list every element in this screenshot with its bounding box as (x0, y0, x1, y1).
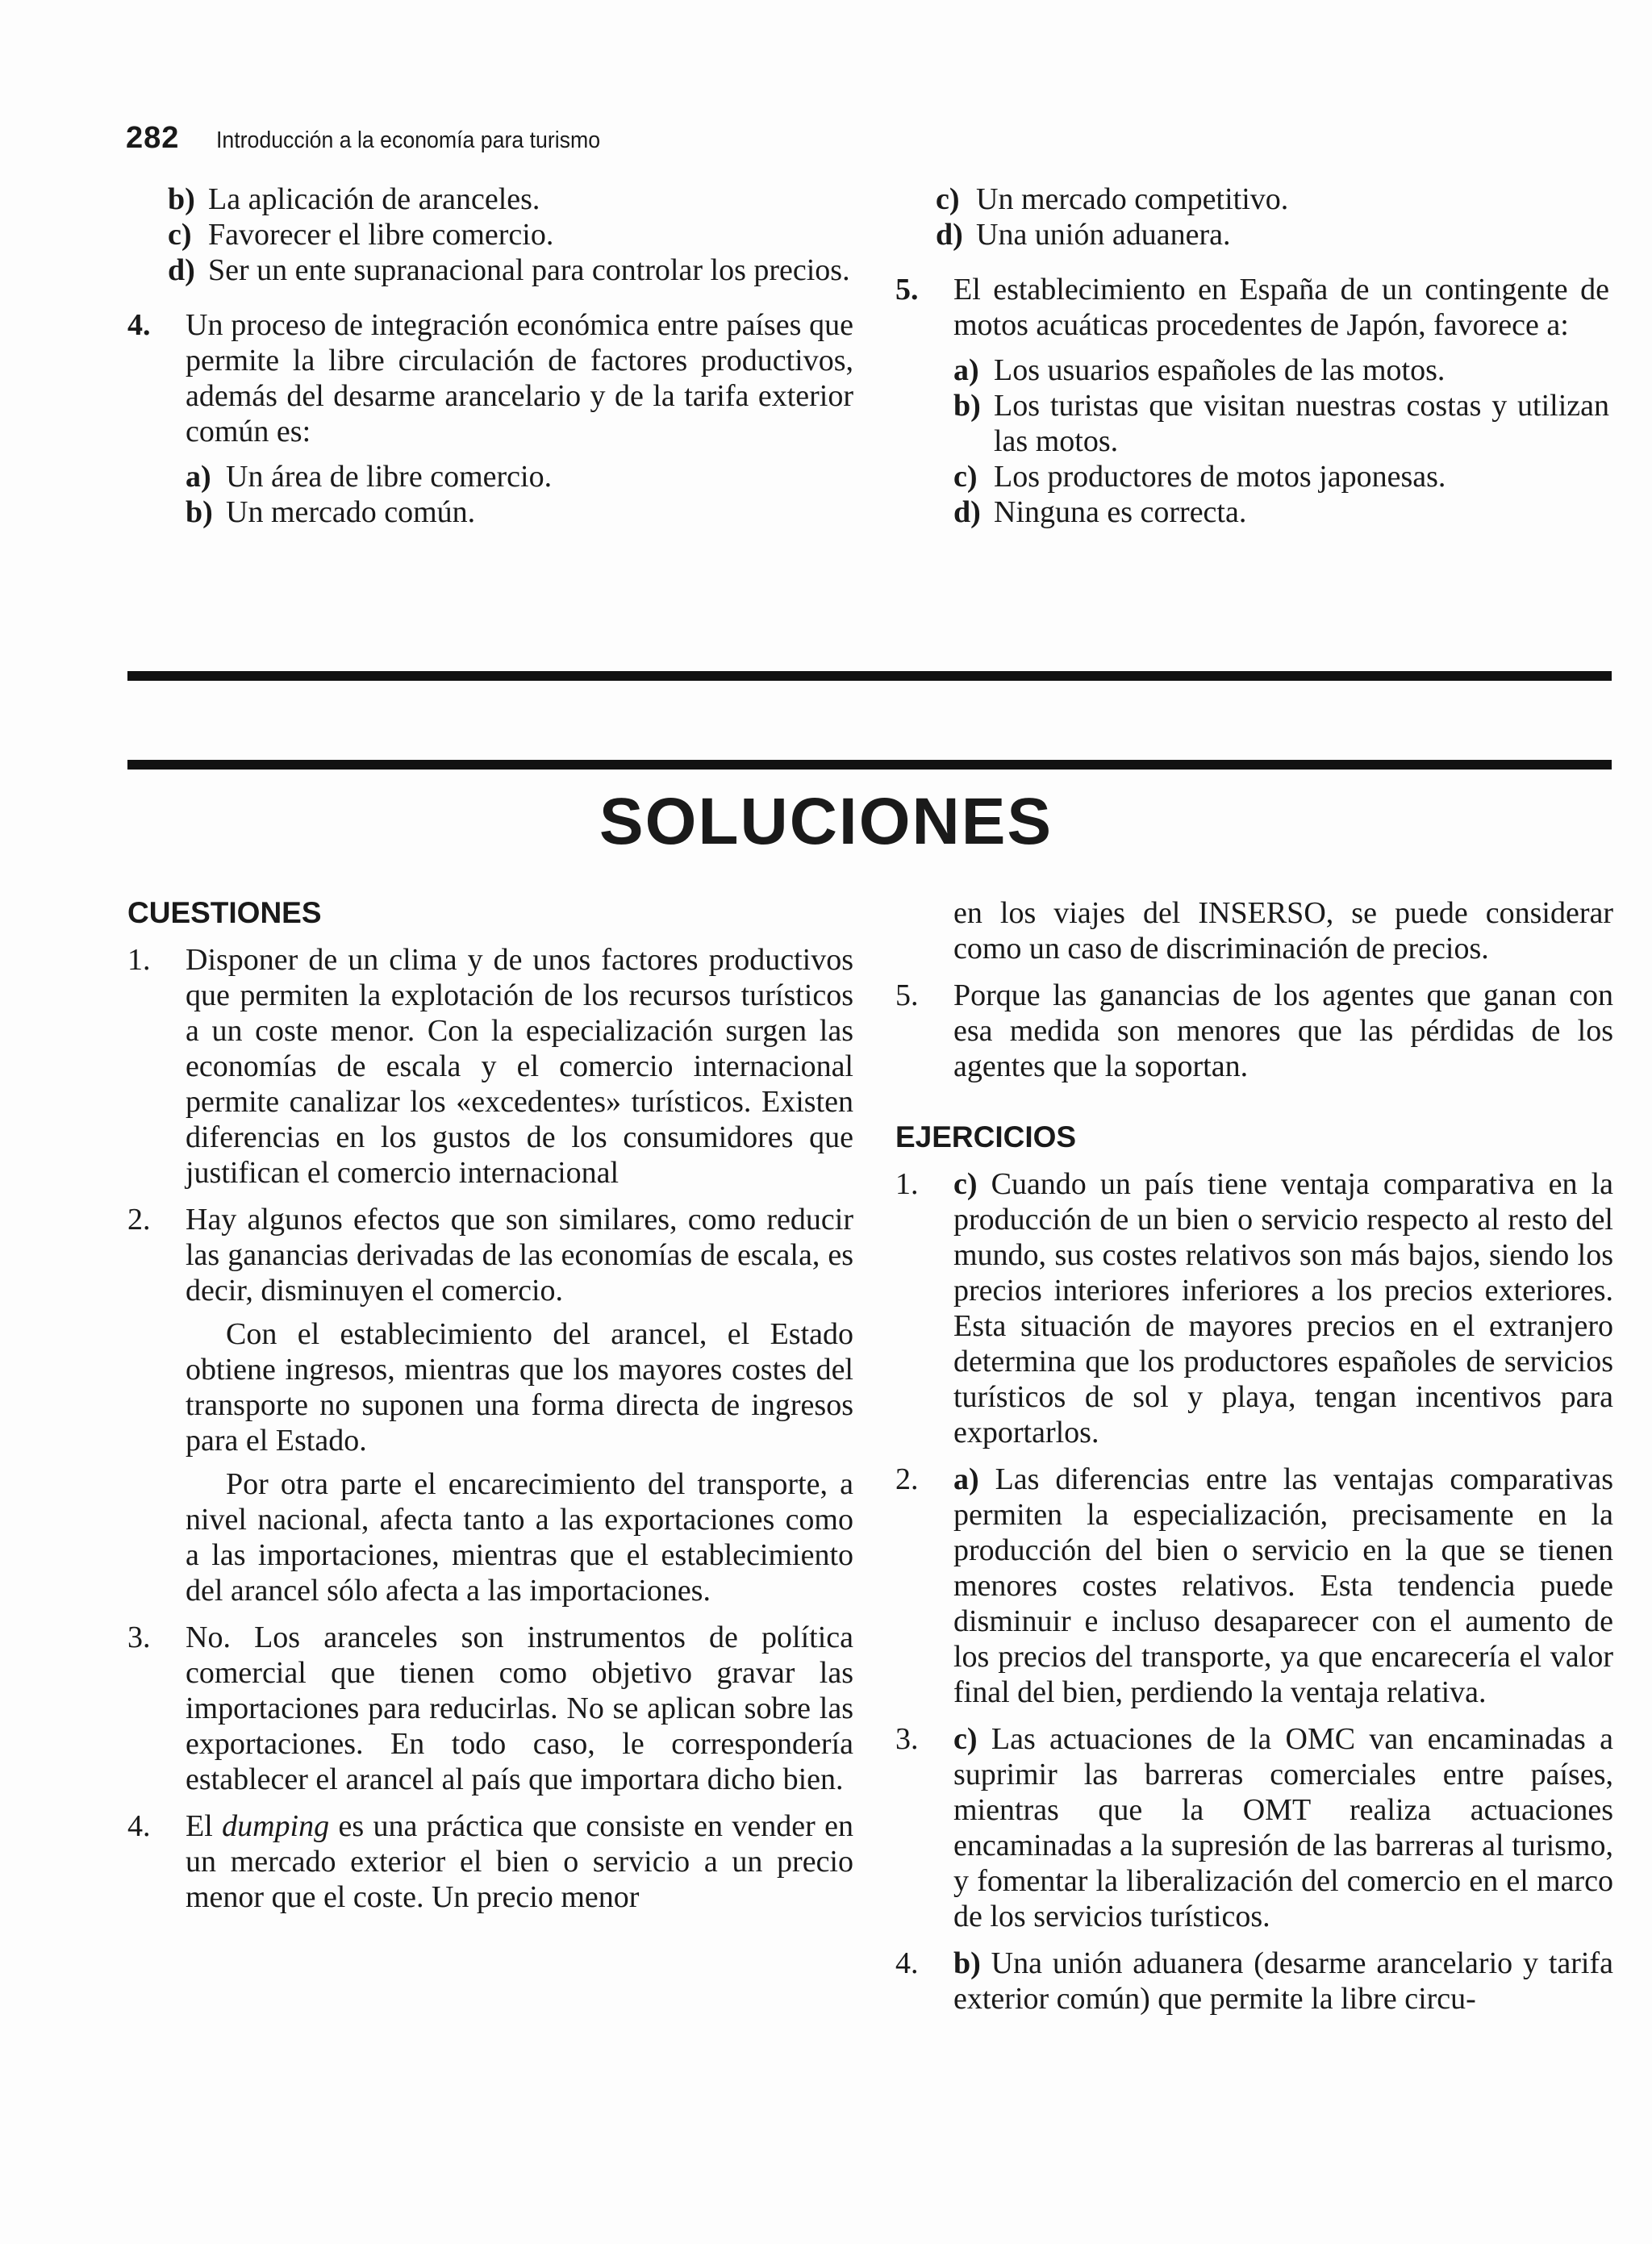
option-letter: b) (168, 182, 195, 216)
page-number: 282 (126, 121, 180, 155)
option-letter: a) (186, 460, 211, 494)
q5-option-d (953, 494, 1609, 530)
item-number: 5. (895, 978, 919, 1012)
answer-term: dumping (222, 1809, 330, 1843)
option-letter: b) (186, 495, 213, 529)
question-number: 5. (895, 273, 919, 307)
question-text: El establecimiento en España de un contingente de motos acuáticas procedentes de Japón, favorece a: (953, 273, 1609, 342)
option-text: Ser un ente supranacional para controlar los precios. (208, 253, 850, 287)
q5-option-b (953, 388, 1609, 459)
cuestion-3 (127, 1620, 853, 1797)
questions-left-column (127, 181, 853, 530)
answer-body: Una unión aduanera (desarme arancelario y tarifa exterior común) que permite la libre circu- (953, 1946, 1614, 2016)
ejercicios-heading: EJERCICIOS (895, 1120, 1077, 1153)
ejercicio-1 (895, 1166, 1613, 1450)
q4-option-d (936, 217, 1609, 252)
option-text: Un mercado común. (226, 495, 476, 529)
option-text: Un área de libre comercio. (226, 460, 553, 494)
answer-letter: c) (953, 1167, 978, 1201)
answer-text (186, 1808, 853, 1915)
answer-letter: b) (953, 1946, 981, 1980)
option-letter: b) (953, 389, 981, 423)
item-number: 3. (895, 1722, 919, 1756)
q3-option-c (168, 217, 853, 252)
question-text: Un proceso de integración económica entre países que permite la libre circulación de factores productivos, además del desarme arancelario y de la tarifa exterior común es: (186, 308, 853, 448)
answer-text (953, 1166, 1613, 1450)
option-text: Una unión aduanera. (976, 218, 1231, 252)
solutions-title: SOLUCIONES (599, 785, 1053, 858)
answer-text: Porque las ganancias de los agentes que ganan con esa medida son menores que las pérdidas de los agentes que la soportan. (953, 978, 1613, 1083)
cuestion-5 (895, 978, 1613, 1084)
answer-letter: c) (953, 1722, 978, 1756)
answer-text (953, 1721, 1613, 1934)
option-text: Favorecer el libre comercio. (208, 218, 554, 252)
running-header (126, 121, 634, 161)
section-divider-bottom (127, 760, 1612, 770)
q4-option-c (936, 181, 1609, 217)
option-letter: a) (953, 353, 979, 387)
q3-option-b (168, 181, 853, 217)
book-title: Introducción a la economía para turismo (216, 127, 601, 153)
item-number: 4. (895, 1946, 919, 1980)
q5-option-c (953, 459, 1609, 494)
question-5 (895, 272, 1609, 530)
option-letter: c) (953, 460, 978, 494)
option-text: Un mercado competitivo. (976, 182, 1289, 216)
solutions-right-column (895, 895, 1613, 2028)
cuestiones-heading: CUESTIONES (127, 896, 322, 929)
q5-option-a (953, 352, 1609, 388)
item-number: 2. (895, 1462, 919, 1496)
answer-body: Cuando un país tiene ventaja comparativa en la producción de un bien o servicio respecto al resto del mundo, sus costes relativos son más bajos, siendo los precios interiores inferiores a los precios exteriores. Esta situación de mayores precios en el extranjero determina que los productores españoles de servicios turísticos de sol y playa, tengan incentivos para exportarlos. (953, 1167, 1614, 1449)
answer-text: Por otra parte el encarecimiento del transporte, a nivel nacional, afecta tanto a las exportaciones como a las importaciones, mientras que el establecimiento del arancel sólo afecta a las importaciones. (186, 1467, 853, 1608)
answer-letter: a) (953, 1462, 979, 1496)
question-number: 4. (127, 308, 151, 342)
question-4 (127, 307, 853, 530)
option-letter: c) (168, 218, 192, 252)
option-text: Los usuarios españoles de las motos. (994, 353, 1446, 387)
option-letter: c) (936, 182, 960, 216)
answer-text (953, 1946, 1613, 2017)
option-letter: d) (936, 218, 963, 252)
questions-right-column (895, 181, 1609, 530)
section-divider-top (127, 671, 1612, 681)
option-text: Ninguna es correcta. (994, 495, 1247, 529)
answer-text-pre: El (186, 1809, 223, 1843)
item-number: 1. (127, 943, 151, 977)
item-number: 4. (127, 1809, 151, 1843)
option-text: La aplicación de aranceles. (208, 182, 540, 216)
answer-text: en los viajes del INSERSO, se puede considerar como un caso de discriminación de precios. (953, 896, 1613, 966)
option-letter: d) (953, 495, 981, 529)
option-text: Los turistas que visitan nuestras costas y utilizan las motos. (994, 389, 1609, 458)
answer-body: Las diferencias entre las ventajas comparativas permiten la especialización, precisamente en la producción del bien o servicio en la que se tienen menores costes relativos. Esta tendencia puede disminuir e incluso desaparecer con el aumento de los precios del transporte, ya que encarecería el valor final del bien, perdiendo la ventaja relativa. (953, 1462, 1614, 1709)
answer-text: Hay algunos efectos que son similares, como reducir las ganancias derivadas de las economías de escala, es decir, disminuyen el comercio. (186, 1203, 853, 1308)
item-number: 3. (127, 1620, 151, 1654)
q4-option-b (186, 494, 853, 530)
answer-text: No. Los aranceles son instrumentos de política comercial que tienen como objetivo gravar las importaciones para reducirlas. No se aplican sobre las exportaciones. En todo caso, le correspondería establecer el arancel al país que importara dicho bien. (186, 1620, 853, 1796)
answer-text: Con el establecimiento del arancel, el Estado obtiene ingresos, mientras que los mayores costes del transporte no suponen una forma directa de ingresos para el Estado. (186, 1317, 853, 1458)
answer-text (953, 1462, 1613, 1710)
cuestion-2 (127, 1202, 853, 1608)
option-text: Los productores de motos japonesas. (994, 460, 1446, 494)
item-number: 1. (895, 1167, 919, 1201)
option-letter: d) (168, 253, 195, 287)
answer-text: Disponer de un clima y de unos factores productivos que permiten la explotación de los recursos turísticos a un coste menor. Con la especialización surgen las economías de escala y el comercio internacional permite canalizar los «excedentes» turísticos. Existen diferencias en los gustos de los consumidores que justifican el comercio internacional (186, 943, 853, 1190)
answer-text-post: es una práctica que consiste en vender en un mercado exterior el bien o servicio a un precio menor que el coste. Un precio menor (186, 1809, 853, 1914)
cuestion-4 (127, 1808, 853, 1915)
item-number: 2. (127, 1203, 151, 1237)
ejercicio-3 (895, 1721, 1613, 1934)
answer-body: Las actuaciones de la OMC van encaminadas a suprimir las barreras comerciales entre países, mientras que la OMT realiza actuaciones encaminadas a la supresión de las barreras al turismo, y fomentar la liberalización del comercio en el marco de los servicios turísticos. (953, 1722, 1614, 1933)
cuestion-4-continued (895, 895, 1613, 966)
ejercicio-2 (895, 1462, 1613, 1710)
cuestion-1 (127, 942, 853, 1191)
ejercicio-4 (895, 1946, 1613, 2017)
q3-option-d (168, 252, 853, 288)
q4-option-a (186, 459, 853, 494)
solutions-left-column (127, 895, 853, 1926)
